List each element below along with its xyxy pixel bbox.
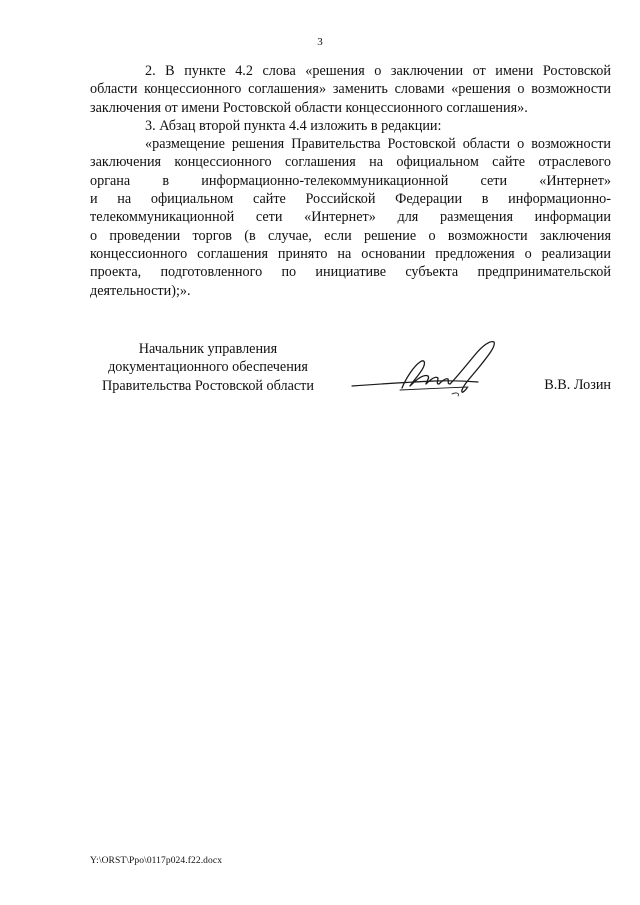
paragraph-3 — [90, 117, 611, 135]
text-line: 3. Абзац второй пункта 4.4 изложить в редакции: — [145, 117, 442, 134]
document-body — [90, 62, 611, 300]
text-line: и на официальном сайте Российской Федерации в информационно- — [90, 191, 611, 208]
signer-title-line: Правительства Ростовской области — [102, 377, 314, 394]
text-line: заключения от имени Ростовской области концессионного соглашения». — [90, 99, 528, 116]
text-line: области концессионного соглашения» заменить словами «решения о возможности — [90, 81, 611, 98]
signer-title-line: Начальник управления — [138, 341, 278, 357]
text-line: концессионного соглашения принято на основании предложения о реализации — [90, 245, 611, 262]
text-line: «размещение решения Правительства Ростовской области о возможности — [145, 136, 611, 153]
text-line: деятельности);». — [90, 282, 191, 299]
text-line: проекта, подготовленного по инициативе субъекта предпринимательской — [90, 264, 611, 281]
file-path: Y:\ORST\Ppo\0117p024.f22.docx — [90, 856, 223, 866]
text-line: о проведении торгов (в случае, если решение о возможности заключения — [90, 227, 611, 244]
signer-name: В.В. Лозин — [544, 377, 611, 393]
page-number: 3 — [317, 36, 323, 48]
signer-title — [90, 340, 326, 395]
text-line: заключения концессионного соглашения на официальном сайте отраслевого — [90, 154, 611, 171]
text-line: органа в информационно-телекоммуникационной сети «Интернет» — [90, 172, 611, 189]
paragraph-4 — [90, 135, 611, 300]
paragraph-2 — [90, 62, 611, 117]
signer-title-line: документационного обеспечения — [108, 359, 308, 376]
text-line: телекоммуникационной сети «Интернет» для размещения информации — [90, 209, 611, 226]
handwritten-signature — [340, 334, 515, 404]
text-line: 2. В пункте 4.2 слова «решения о заключении от имени Ростовской — [145, 63, 611, 79]
